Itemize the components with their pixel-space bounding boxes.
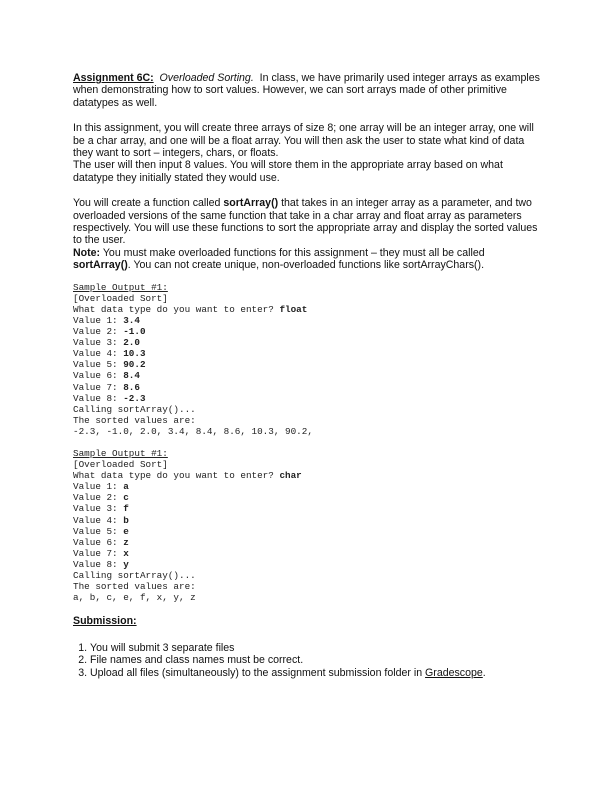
sample-output-2 — [73, 448, 543, 603]
instructions-paragraph-2: The user will then input 8 values. You will store them in the appropriate array based on what datatype they initially stated they would use. — [73, 159, 503, 184]
assignment-subtitle: Overloaded Sorting. — [159, 72, 254, 84]
value-label: Value 5: — [73, 525, 124, 537]
instructions-paragraph-1: In this assignment, you will create three arrays of size 8; one array will be an integer array, one will be a char array, and one will be a float array. You will then ask the user to state what kind of data they want to sort – integers, chars, or floats. — [73, 122, 534, 160]
note-paragraph — [73, 247, 543, 272]
value-label: Value 7: — [73, 381, 124, 393]
value-input: 2.0 — [123, 337, 140, 349]
value-input: 3.4 — [123, 314, 140, 326]
console-value-line — [73, 393, 543, 404]
list-item-text-end: . — [482, 666, 486, 679]
value-input: a — [123, 481, 129, 493]
value-input: 8.6 — [123, 381, 140, 393]
value-label: Value 5: — [73, 359, 124, 371]
value-input: 8.4 — [123, 370, 140, 382]
console-prompt — [73, 470, 543, 481]
value-input: -2.3 — [123, 392, 146, 404]
prompt-text: What data type do you want to enter? — [73, 470, 280, 482]
intro-paragraph — [73, 72, 543, 109]
list-item — [90, 654, 543, 666]
list-item-text: Upload all files (simultaneously) to the assignment submission folder in — [90, 666, 426, 679]
list-item-text: File names and class names must be correct. — [90, 654, 304, 667]
assignment-document — [73, 72, 543, 679]
console-value-line — [73, 382, 543, 393]
list-item — [90, 642, 543, 654]
assignment-heading: Assignment 6C: — [73, 72, 154, 84]
console-value-line — [73, 515, 543, 526]
list-item-text: You will submit 3 separate files — [90, 641, 235, 654]
console-value-line — [73, 526, 543, 537]
value-input: x — [123, 547, 129, 559]
value-input: e — [123, 525, 129, 537]
console-sorted-values: -2.3, -1.0, 2.0, 3.4, 8.4, 8.6, 10.3, 90.2, — [73, 425, 313, 437]
sample-output-1 — [73, 282, 543, 437]
console-value-line — [73, 537, 543, 548]
value-label: Value 3: — [73, 503, 124, 515]
console-value-line — [73, 503, 543, 514]
console-prompt — [73, 304, 543, 315]
intro-text: In class, we have primarily used integer arrays as examples when demonstrating how to sort values. However, we can sort arrays made of other primitive datatypes as well. — [73, 72, 540, 109]
gradescope-link[interactable]: Gradescope — [425, 666, 483, 679]
console-sorted-label: The sorted values are: — [73, 414, 196, 426]
value-label: Value 4: — [73, 514, 124, 526]
note-label: Note: — [73, 246, 101, 259]
value-label: Value 6: — [73, 536, 124, 548]
value-input: z — [123, 536, 129, 548]
value-input: y — [123, 558, 129, 570]
value-label: Value 8: — [73, 392, 124, 404]
console-header: [Overloaded Sort] — [73, 459, 168, 471]
value-label: Value 1: — [73, 481, 124, 493]
sample-output-title: Sample Output #1: — [73, 448, 168, 459]
console-sorted-label: The sorted values are: — [73, 581, 196, 593]
function-name: sortArray() — [223, 197, 279, 210]
console-value-line — [73, 370, 543, 381]
function-description-text-1: You will create a function called — [73, 197, 224, 210]
value-label: Value 4: — [73, 348, 124, 360]
prompt-input: char — [279, 470, 302, 482]
console-value-line — [73, 548, 543, 559]
console-calling: Calling sortArray()... — [73, 403, 196, 415]
console-sorted-values: a, b, c, e, f, x, y, z — [73, 592, 196, 604]
console-header: [Overloaded Sort] — [73, 292, 168, 304]
prompt-input: float — [279, 303, 308, 315]
function-description — [73, 197, 543, 247]
value-input: c — [123, 492, 129, 504]
console-value-line — [73, 348, 543, 359]
console-value-line — [73, 359, 543, 370]
submission-list — [73, 642, 543, 679]
console-value-line — [73, 315, 543, 326]
value-input: b — [123, 514, 129, 526]
value-label: Value 1: — [73, 314, 124, 326]
console-value-line — [73, 326, 543, 337]
value-label: Value 2: — [73, 492, 124, 504]
value-input: 90.2 — [123, 359, 146, 371]
console-value-line — [73, 337, 543, 348]
console-calling: Calling sortArray()... — [73, 570, 196, 582]
value-label: Value 7: — [73, 547, 124, 559]
note-text-1: You must make overloaded functions for this assignment – they must all be called — [100, 246, 485, 259]
function-description-text-2: that takes in an integer array as a parameter, and two overloaded versions of the same function that take in a char array and float array as parameters respectively. You will use these functions to sort the appropriate array and display the sorted values to the user. — [73, 197, 538, 247]
console-value-line — [73, 481, 543, 492]
value-label: Value 8: — [73, 558, 124, 570]
value-label: Value 6: — [73, 370, 124, 382]
note-function-name: sortArray() — [73, 259, 128, 272]
value-label: Value 3: — [73, 337, 124, 349]
value-input: -1.0 — [123, 326, 146, 338]
note-text-2: . You can not create unique, non-overloaded functions like sortArrayChars(). — [127, 259, 485, 272]
submission-heading: Submission: — [73, 615, 137, 628]
list-item — [90, 667, 543, 679]
sample-output-title: Sample Output #1: — [73, 281, 168, 293]
console-value-line — [73, 559, 543, 570]
value-input: f — [123, 503, 129, 515]
value-input: 10.3 — [123, 348, 146, 360]
value-label: Value 2: — [73, 326, 124, 338]
console-value-line — [73, 492, 543, 503]
prompt-text: What data type do you want to enter? — [73, 303, 280, 315]
